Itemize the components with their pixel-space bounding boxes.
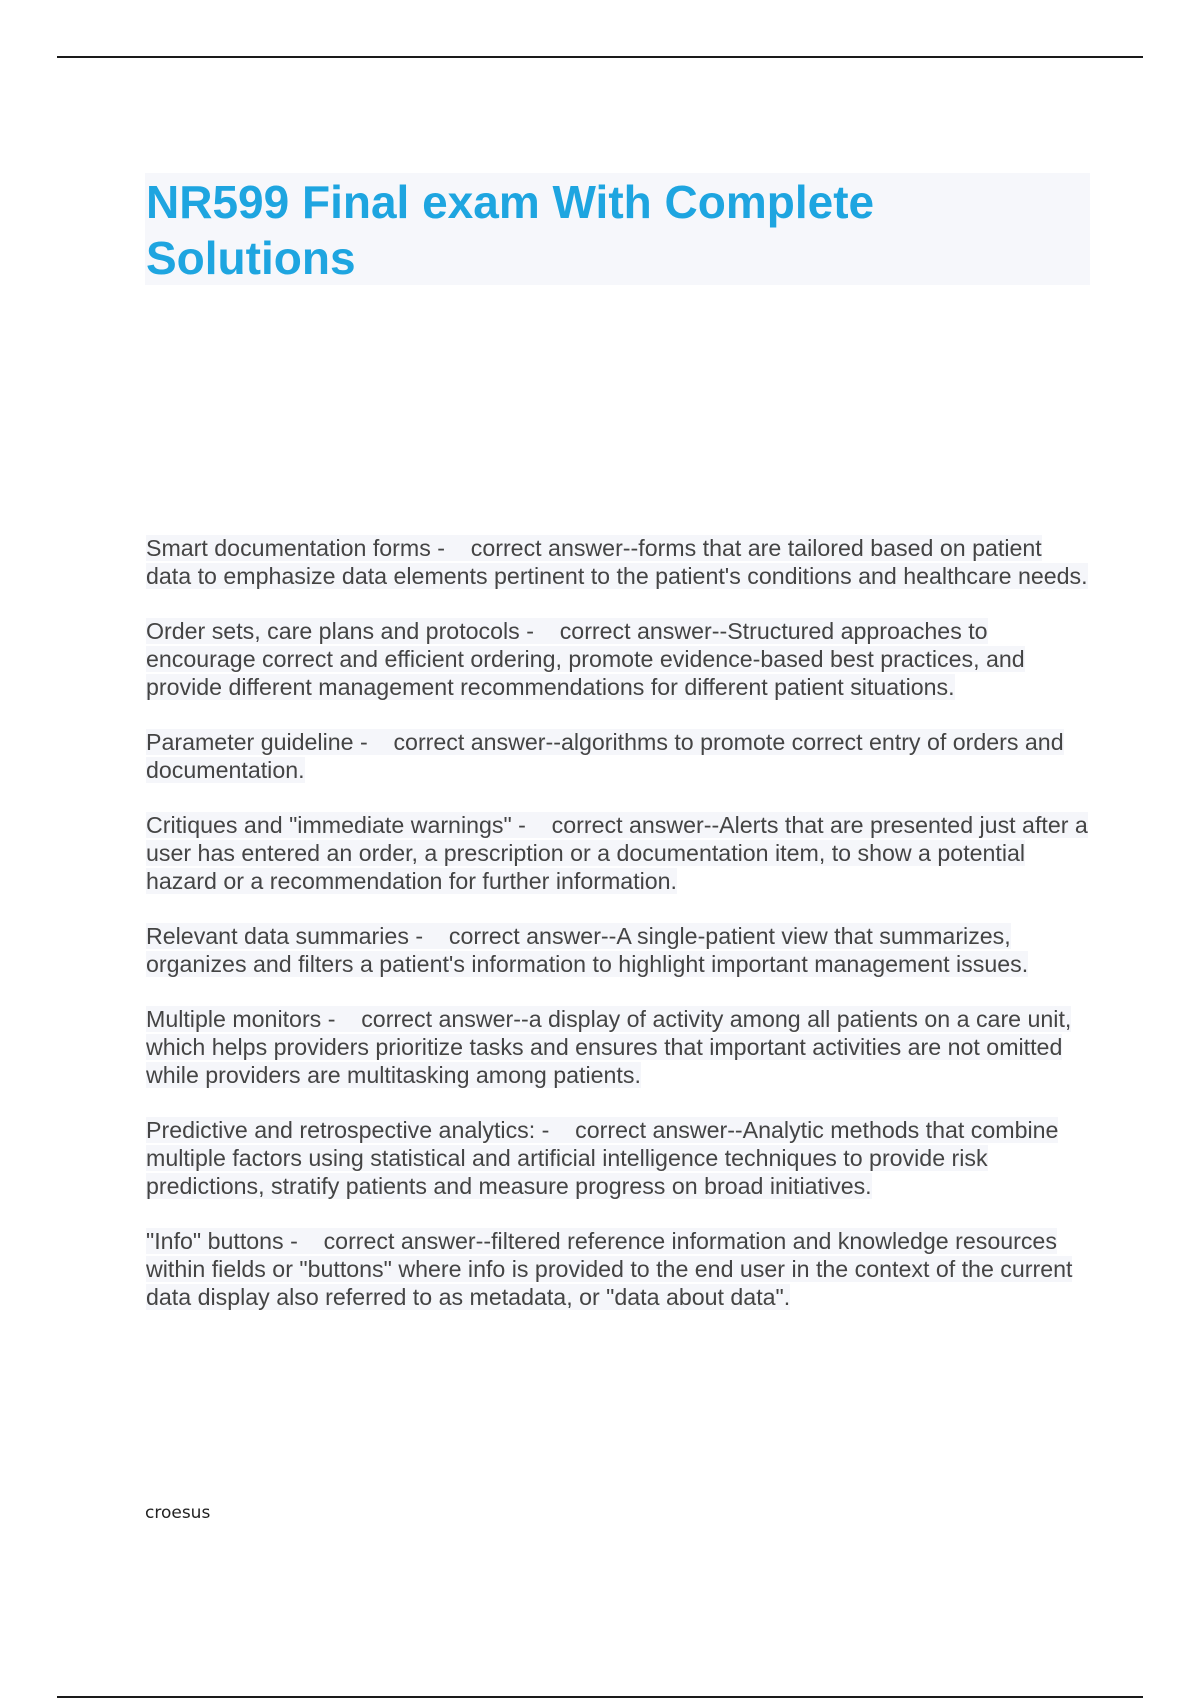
entry-answer: A single-patient view that summarizes, organizes and filters a patient's information to highlight important management issues. (146, 923, 1029, 977)
qa-entry (146, 617, 1091, 701)
entry-term: Parameter guideline (146, 729, 354, 755)
entry-answer: Alerts that are presented just after a user has entered an order, a prescription or a documentation item, to show a potential hazard or a recommendation for further information. (146, 812, 1088, 894)
entry-term: "Info" buttons (146, 1228, 284, 1254)
entry-separator: - correct answer-- (519, 618, 728, 644)
document-title: NR599 Final exam With Complete Solutions (146, 176, 875, 284)
qa-entry (146, 811, 1091, 895)
qa-entry (146, 534, 1091, 590)
entry-answer: Structured approaches to encourage correct and efficient ordering, promote evidence-based best practices, and provide different management recommendations for different patient situations. (146, 618, 1025, 700)
entry-separator: - correct answer-- (430, 535, 639, 561)
entry-term: Relevant data summaries (146, 923, 409, 949)
entry-term: Order sets, care plans and protocols (146, 618, 520, 644)
entry-answer: a display of activity among all patients on a care unit, which helps providers prioritize tasks and ensures that important activities are not omitted while providers are multitasking among patients. (146, 1006, 1072, 1088)
entry-separator: - correct answer-- (535, 1117, 743, 1143)
entry-term: Multiple monitors (146, 1006, 322, 1032)
entry-answer: filtered reference information and knowledge resources within fields or "buttons" where info is provided to the end user in the context of the current data display also referred to as metadata, or "data about data". (146, 1228, 1073, 1310)
qa-entry (146, 1227, 1091, 1311)
qa-list (146, 534, 1091, 1338)
entry-answer: algorithms to promote correct entry of orders and documentation. (146, 729, 1064, 783)
header-rule (57, 56, 1143, 58)
qa-entry (146, 922, 1091, 978)
entry-answer: forms that are tailored based on patient data to emphasize data elements pertinent to the patient's conditions and healthcare needs. (146, 535, 1088, 589)
entry-term: Critiques and "immediate warnings" (146, 812, 512, 838)
qa-entry (146, 728, 1091, 784)
entry-separator: - correct answer-- (283, 1228, 492, 1254)
footer-rule (57, 1696, 1143, 1698)
entry-separator: - correct answer-- (321, 1006, 529, 1032)
qa-entry (146, 1005, 1091, 1089)
entry-answer: Analytic methods that combine multiple factors using statistical and artificial intelligence techniques to provide risk predictions, stratify patients and measure progress on broad initiatives. (146, 1117, 1059, 1199)
entry-term: Predictive and retrospective analytics: (146, 1117, 536, 1143)
qa-entry (146, 1116, 1091, 1200)
entry-separator: - correct answer-- (511, 812, 720, 838)
footer-watermark: croesus (145, 1503, 211, 1523)
entry-separator: - correct answer-- (353, 729, 561, 755)
entry-separator: - correct answer-- (408, 923, 617, 949)
entry-term: Smart documentation forms (146, 535, 431, 561)
